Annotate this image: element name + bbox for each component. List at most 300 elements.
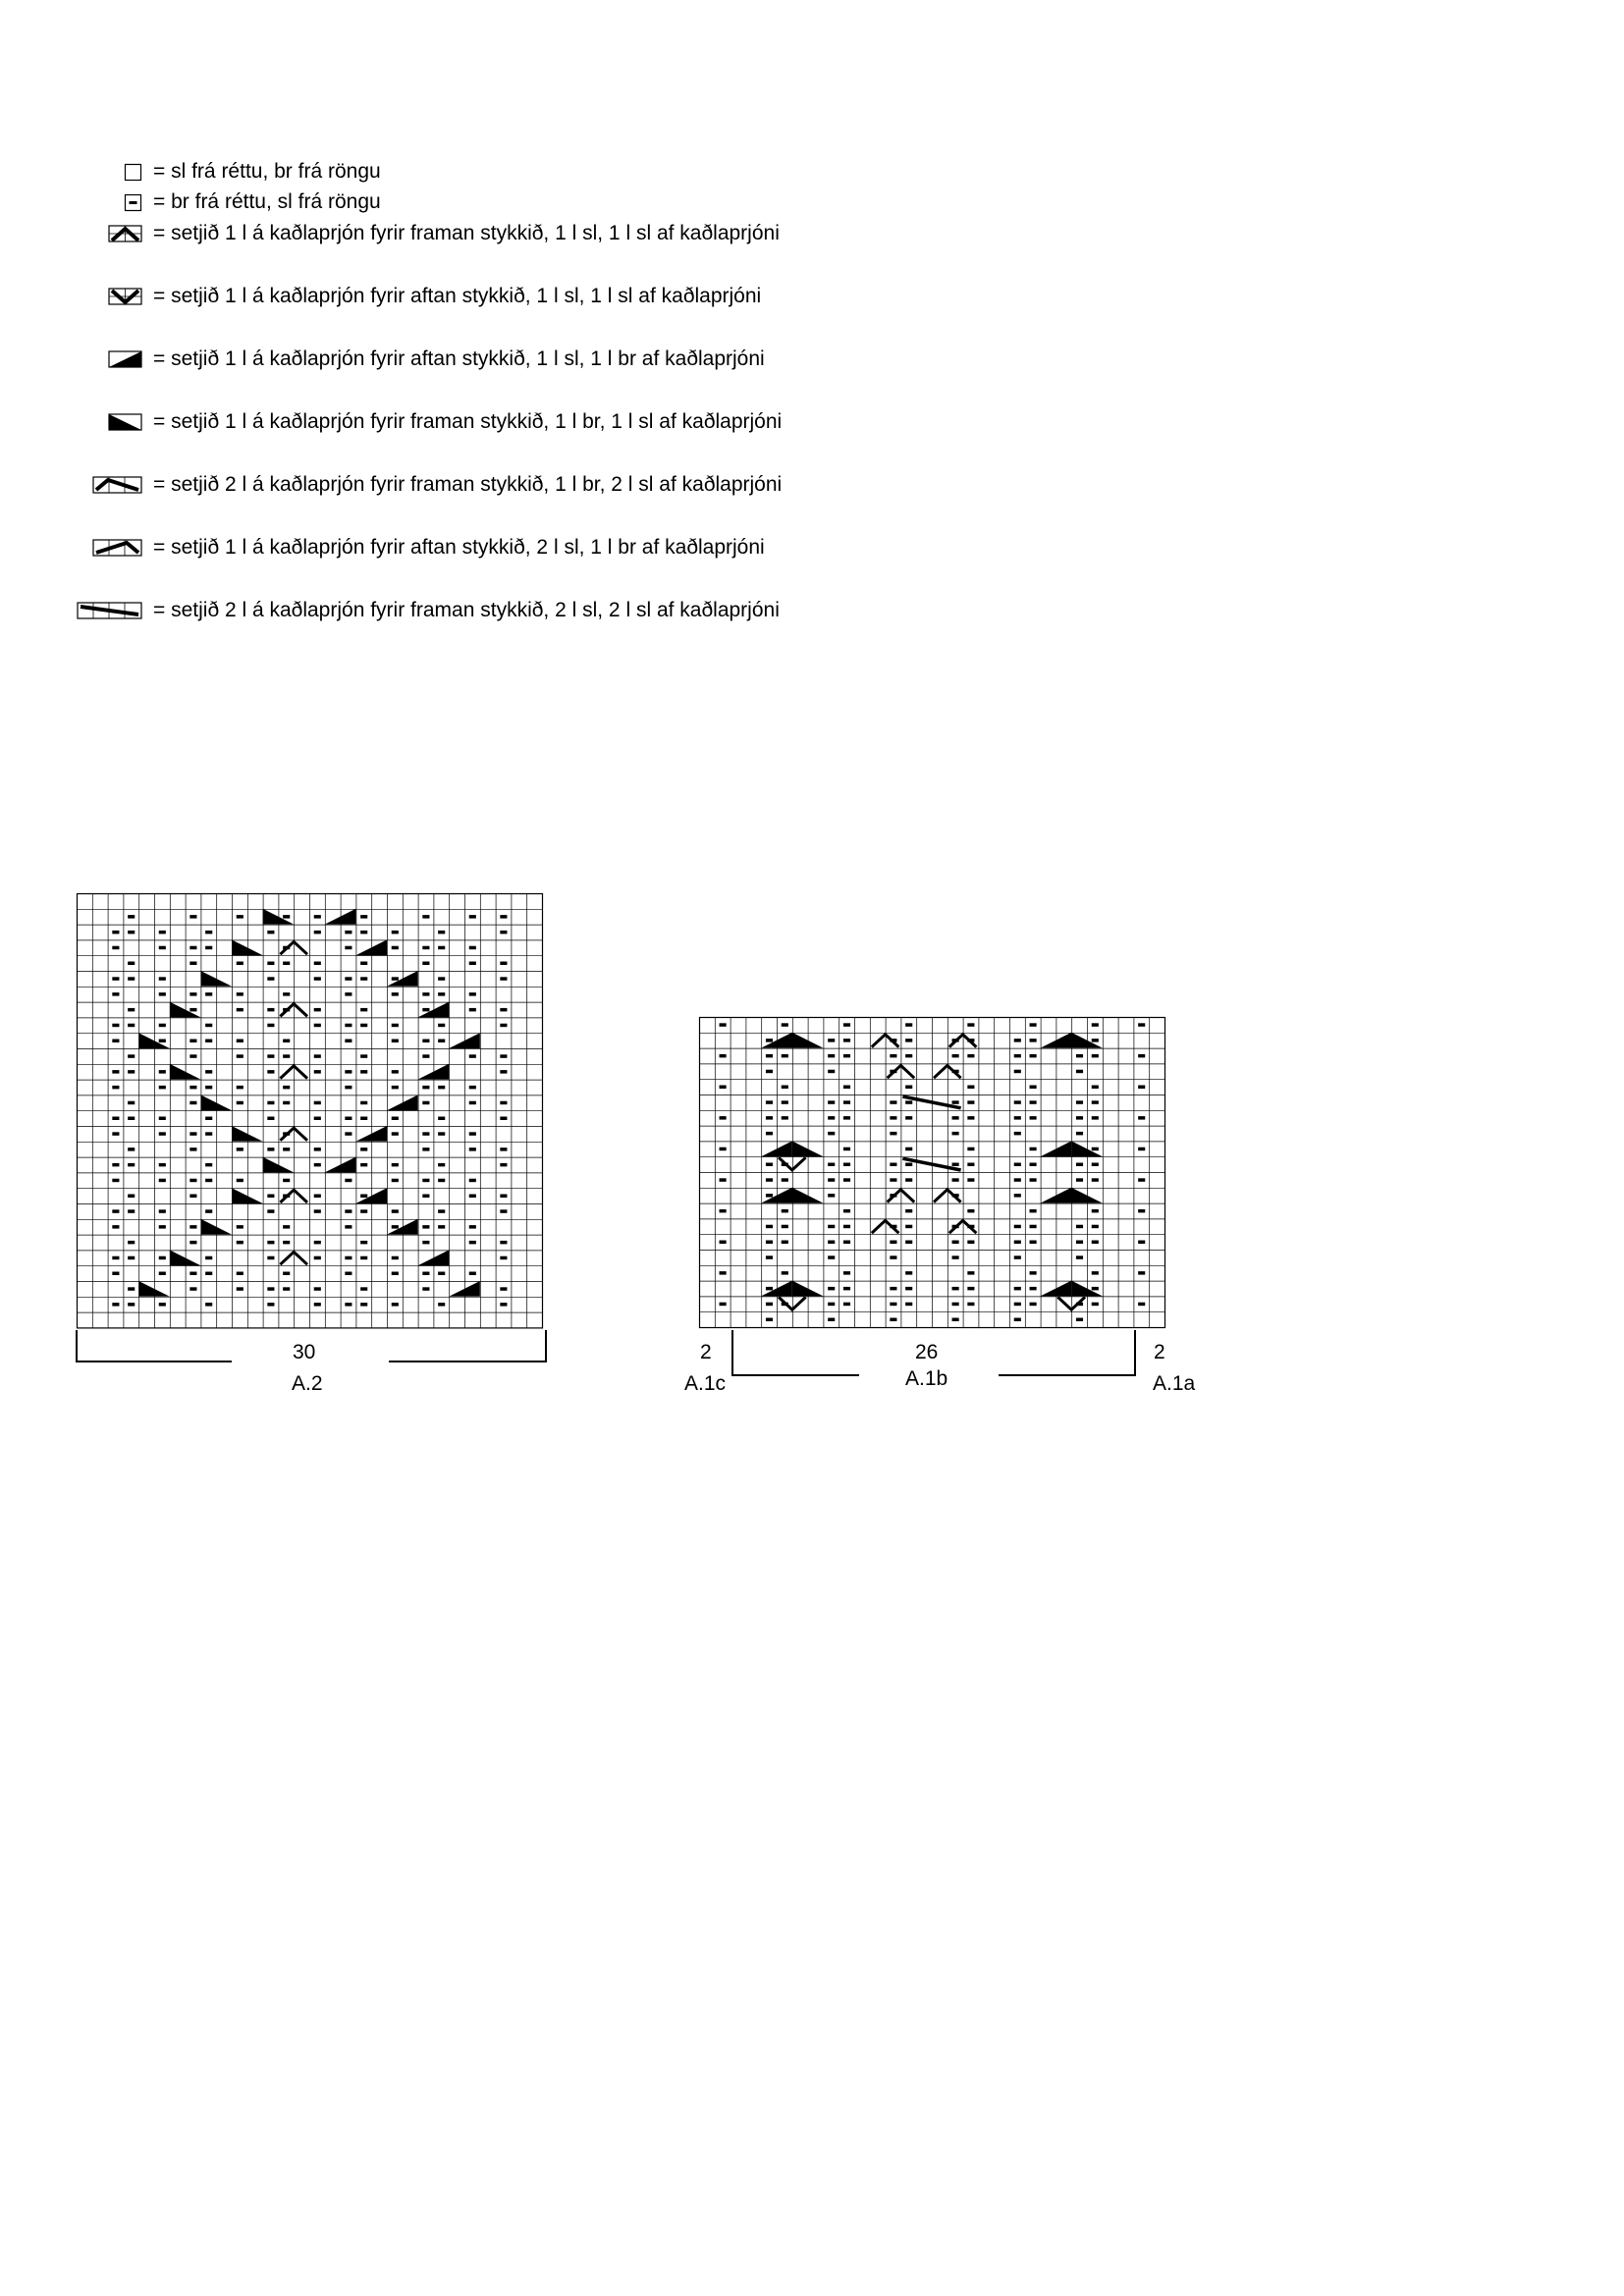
purl-mark <box>967 1116 974 1119</box>
legend-row <box>0 596 982 625</box>
purl-mark <box>159 1272 166 1275</box>
purl-mark <box>782 1209 788 1212</box>
purl-mark <box>843 1023 850 1026</box>
purl-mark <box>267 977 274 980</box>
chart-a1a-count: 2 <box>1154 1341 1165 1363</box>
purl-mark <box>438 992 445 995</box>
purl-mark <box>189 946 196 949</box>
legend-row <box>0 470 982 500</box>
purl-mark <box>469 946 476 949</box>
legend-row <box>0 345 982 374</box>
purl-mark <box>267 1195 274 1198</box>
purl-mark <box>392 1225 399 1228</box>
purl-mark <box>1092 1039 1099 1041</box>
purl-mark <box>360 1117 367 1120</box>
purl-mark <box>828 1039 835 1041</box>
purl-mark <box>205 1303 212 1306</box>
purl-mark <box>237 1008 244 1011</box>
purl-mark <box>159 1179 166 1182</box>
purl-mark <box>438 1272 445 1275</box>
purl-mark <box>360 915 367 918</box>
purl-mark <box>500 1101 507 1104</box>
purl-mark <box>1030 1148 1037 1150</box>
purl-mark <box>237 1086 244 1089</box>
purl-mark <box>720 1023 727 1026</box>
purl-mark <box>1138 1178 1145 1181</box>
purl-mark <box>952 1241 959 1244</box>
cable-2-1-front-icon <box>92 472 143 498</box>
legend-text: = setjið 2 l á kaðlaprjón fyrir framan stykkið, 1 l br, 2 l sl af kaðlaprjóni <box>153 473 783 496</box>
purl-mark <box>205 1209 212 1212</box>
purl-mark <box>237 1040 244 1042</box>
purl-mark <box>267 1070 274 1073</box>
purl-mark <box>112 1086 119 1089</box>
purl-mark <box>766 1241 773 1244</box>
purl-mark <box>392 1040 399 1042</box>
purl-mark <box>1138 1086 1145 1089</box>
purl-mark <box>1076 1070 1083 1073</box>
purl-mark <box>1092 1287 1099 1290</box>
legend-row <box>0 533 982 562</box>
purl-mark <box>283 1241 290 1244</box>
legend-text: = setjið 1 l á kaðlaprjón fyrir aftan stykkið, 2 l sl, 1 l br af kaðlaprjóni <box>153 536 765 559</box>
purl-mark <box>1092 1241 1099 1244</box>
purl-mark <box>314 915 321 918</box>
purl-mark <box>128 931 135 934</box>
purl-mark <box>828 1194 835 1197</box>
purl-mark <box>267 931 274 934</box>
purl-mark <box>766 1039 773 1041</box>
purl-mark <box>1014 1163 1021 1166</box>
purl-mark <box>112 1303 119 1306</box>
legend-text: = setjið 1 l á kaðlaprjón fyrir framan stykkið, 1 l sl, 1 l sl af kaðlaprjóni <box>153 222 780 244</box>
purl-mark <box>283 1287 290 1290</box>
cable-back-knit-icon <box>108 284 143 309</box>
purl-mark <box>843 1054 850 1057</box>
purl-mark <box>1076 1100 1083 1103</box>
purl-mark <box>189 962 196 965</box>
purl-mark <box>843 1209 850 1212</box>
purl-mark <box>267 1101 274 1104</box>
purl-mark <box>345 1086 352 1089</box>
purl-mark <box>500 1195 507 1198</box>
purl-mark <box>283 1040 290 1042</box>
purl-mark <box>720 1241 727 1244</box>
purl-mark <box>500 915 507 918</box>
purl-mark <box>205 1179 212 1182</box>
purl-mark <box>314 1117 321 1120</box>
purl-mark <box>345 931 352 934</box>
legend-text: = setjið 1 l á kaðlaprjón fyrir aftan stykkið, 1 l sl, 1 l br af kaðlaprjóni <box>153 347 765 370</box>
purl-mark <box>360 1163 367 1166</box>
purl-mark <box>422 1101 429 1104</box>
purl-mark <box>766 1287 773 1290</box>
purl-mark <box>1138 1241 1145 1244</box>
purl-mark <box>843 1287 850 1290</box>
purl-mark <box>782 1116 788 1119</box>
purl-mark <box>422 1148 429 1150</box>
purl-mark <box>890 1178 896 1181</box>
purl-mark <box>1014 1318 1021 1321</box>
purl-mark <box>843 1086 850 1089</box>
purl-mark <box>952 1178 959 1181</box>
purl-mark <box>392 1132 399 1135</box>
purl-mark <box>469 1086 476 1089</box>
symbol-legend <box>0 0 982 638</box>
purl-mark <box>314 1209 321 1212</box>
purl-mark <box>905 1039 912 1041</box>
purl-mark <box>766 1132 773 1135</box>
purl-mark <box>952 1318 959 1321</box>
purl-mark <box>283 1272 290 1275</box>
purl-mark <box>828 1132 835 1135</box>
purl-mark <box>1030 1100 1037 1103</box>
purl-mark <box>205 1132 212 1135</box>
purl-mark <box>267 1241 274 1244</box>
purl-mark <box>469 1272 476 1275</box>
purl-mark <box>1014 1287 1021 1290</box>
purl-mark <box>112 1117 119 1120</box>
purl-mark <box>128 1008 135 1011</box>
purl-mark <box>469 1195 476 1198</box>
purl-mark <box>1076 1178 1083 1181</box>
purl-mark <box>112 1024 119 1027</box>
purl-mark <box>720 1116 727 1119</box>
purl-mark <box>159 1024 166 1027</box>
purl-mark <box>360 1070 367 1073</box>
purl-mark <box>267 1008 274 1011</box>
purl-mark <box>1014 1054 1021 1057</box>
purl-mark <box>1030 1086 1037 1089</box>
purl-mark <box>205 1117 212 1120</box>
purl-mark <box>720 1178 727 1181</box>
purl-mark <box>360 1303 367 1306</box>
purl-mark <box>1092 1209 1099 1212</box>
purl-mark <box>267 1117 274 1120</box>
purl-mark <box>1076 1116 1083 1119</box>
purl-mark <box>314 962 321 965</box>
purl-mark <box>360 1241 367 1244</box>
purl-mark <box>128 1163 135 1166</box>
purl-mark <box>360 1195 367 1198</box>
purl-mark <box>392 946 399 949</box>
purl-mark <box>905 1116 912 1119</box>
purl-mark <box>314 1054 321 1057</box>
purl-mark <box>237 962 244 965</box>
purl-mark <box>890 1318 896 1321</box>
purl-mark <box>422 1086 429 1089</box>
purl-mark <box>128 977 135 980</box>
purl-mark <box>360 1054 367 1057</box>
purl-mark <box>112 1272 119 1275</box>
purl-mark <box>314 1303 321 1306</box>
purl-mark <box>828 1054 835 1057</box>
purl-mark <box>159 1225 166 1228</box>
purl-mark <box>1138 1148 1145 1150</box>
purl-mark <box>967 1209 974 1212</box>
purl-mark <box>267 1209 274 1212</box>
purl-mark <box>1030 1054 1037 1057</box>
legend-text: = setjið 1 l á kaðlaprjón fyrir aftan stykkið, 1 l sl, 1 l sl af kaðlaprjóni <box>153 285 762 307</box>
purl-mark <box>189 1086 196 1089</box>
purl-mark <box>1138 1054 1145 1057</box>
purl-mark <box>267 1287 274 1290</box>
purl-mark <box>500 962 507 965</box>
purl-mark <box>438 1024 445 1027</box>
purl-mark <box>189 1225 196 1228</box>
purl-mark <box>159 1040 166 1042</box>
purl-mark <box>766 1163 773 1166</box>
purl-mark <box>843 1271 850 1274</box>
purl-mark <box>1030 1163 1037 1166</box>
purl-mark <box>890 1100 896 1103</box>
purl-mark <box>112 1132 119 1135</box>
purl-mark <box>112 1209 119 1212</box>
purl-mark <box>237 1148 244 1150</box>
purl-mark <box>189 1272 196 1275</box>
purl-mark <box>843 1303 850 1306</box>
purl-mark <box>159 992 166 995</box>
purl-mark <box>422 992 429 995</box>
purl-mark <box>189 992 196 995</box>
purl-mark <box>438 946 445 949</box>
purl-mark <box>500 977 507 980</box>
purl-mark <box>422 1241 429 1244</box>
purl-mark <box>500 1024 507 1027</box>
purl-mark <box>189 1054 196 1057</box>
purl-mark <box>1092 1023 1099 1026</box>
purl-mark <box>1014 1303 1021 1306</box>
purl-mark <box>500 1163 507 1166</box>
purl-mark <box>422 1040 429 1042</box>
purl-mark <box>1014 1116 1021 1119</box>
purl-mark <box>905 1271 912 1274</box>
purl-mark <box>967 1303 974 1306</box>
purl-mark <box>1030 1303 1037 1306</box>
purl-mark <box>720 1148 727 1150</box>
purl-mark <box>500 931 507 934</box>
purl-mark <box>905 1241 912 1244</box>
purl-mark <box>438 931 445 934</box>
purl-mark <box>360 1024 367 1027</box>
purl-mark <box>766 1255 773 1258</box>
purl-mark <box>500 1008 507 1011</box>
purl-mark <box>843 1100 850 1103</box>
purl-mark <box>1092 1178 1099 1181</box>
purl-mark <box>360 1008 367 1011</box>
purl-mark <box>782 1086 788 1089</box>
purl-mark <box>905 1209 912 1212</box>
purl-mark <box>392 1163 399 1166</box>
purl-mark <box>283 1179 290 1182</box>
purl-mark <box>345 1225 352 1228</box>
purl-mark <box>112 1163 119 1166</box>
purl-mark <box>189 915 196 918</box>
purl-mark <box>782 1023 788 1026</box>
purl-mark <box>189 1148 196 1150</box>
legend-text: = setjið 1 l á kaðlaprjón fyrir framan stykkið, 1 l br, 1 l sl af kaðlaprjóni <box>153 410 783 433</box>
purl-mark <box>112 1256 119 1259</box>
purl-mark <box>159 1132 166 1135</box>
purl-mark <box>1092 1271 1099 1274</box>
purl-mark <box>283 1101 290 1104</box>
purl-mark <box>189 1195 196 1198</box>
purl-mark <box>314 1195 321 1198</box>
purl-mark <box>843 1225 850 1228</box>
purl-mark <box>128 1195 135 1198</box>
purl-mark <box>1092 1148 1099 1150</box>
purl-mark <box>905 1100 912 1103</box>
purl-mark <box>1092 1054 1099 1057</box>
purl-mark <box>469 1054 476 1057</box>
purl-mark <box>205 1163 212 1166</box>
purl-mark <box>1014 1132 1021 1135</box>
chart-a1-grid <box>699 1017 1170 1331</box>
purl-mark <box>469 1241 476 1244</box>
purl-mark <box>392 1070 399 1073</box>
purl-mark <box>360 1287 367 1290</box>
purl-mark <box>205 946 212 949</box>
purl-mark <box>890 1116 896 1119</box>
legend-text: = sl frá réttu, br frá röngu <box>153 160 381 183</box>
legend-row <box>0 157 982 187</box>
purl-mark <box>438 1163 445 1166</box>
purl-mark <box>890 1163 896 1166</box>
purl-mark <box>422 1225 429 1228</box>
purl-mark <box>112 1179 119 1182</box>
purl-mark <box>438 1117 445 1120</box>
purl-mark <box>112 931 119 934</box>
purl-mark <box>438 1303 445 1306</box>
purl-mark <box>843 1163 850 1166</box>
purl-mark <box>345 1132 352 1135</box>
purl-mark <box>422 1179 429 1182</box>
purl-mark <box>1138 1209 1145 1212</box>
purl-mark <box>828 1100 835 1103</box>
purl-mark <box>782 1241 788 1244</box>
purl-mark <box>112 1070 119 1073</box>
chart-a2-width-label: 30 <box>293 1341 316 1363</box>
purl-mark <box>237 992 244 995</box>
purl-mark <box>890 1132 896 1135</box>
purl-mark <box>345 1040 352 1042</box>
purl-mark <box>1014 1194 1021 1197</box>
purl-mark <box>267 1256 274 1259</box>
purl-mark <box>314 1148 321 1150</box>
purl-mark <box>159 1163 166 1166</box>
purl-mark <box>890 1303 896 1306</box>
purl-mark <box>422 946 429 949</box>
purl-mark <box>128 1287 135 1290</box>
purl-mark <box>159 1070 166 1073</box>
purl-mark <box>967 1054 974 1057</box>
purl-mark <box>1014 1241 1021 1244</box>
purl-mark <box>905 1178 912 1181</box>
purl-mark <box>828 1163 835 1166</box>
purl-mark <box>189 1040 196 1042</box>
purl-mark <box>205 1024 212 1027</box>
purl-mark <box>237 915 244 918</box>
purl-mark <box>843 1178 850 1181</box>
purl-mark <box>345 1209 352 1212</box>
purl-mark <box>720 1054 727 1057</box>
purl-mark <box>283 1225 290 1228</box>
purl-mark <box>267 1054 274 1057</box>
purl-dash-icon <box>124 189 143 215</box>
purl-mark <box>112 1225 119 1228</box>
purl-mark <box>952 1132 959 1135</box>
purl-mark <box>1092 1100 1099 1103</box>
purl-mark <box>392 1303 399 1306</box>
purl-mark <box>392 931 399 934</box>
purl-mark <box>500 1209 507 1212</box>
purl-mark <box>1030 1116 1037 1119</box>
purl-mark <box>159 977 166 980</box>
legend-row <box>0 282 982 311</box>
purl-mark <box>360 931 367 934</box>
chart-a1c-count: 2 <box>700 1341 712 1363</box>
purl-mark <box>283 992 290 995</box>
purl-mark <box>267 1024 274 1027</box>
purl-mark <box>345 1070 352 1073</box>
purl-mark <box>159 1303 166 1306</box>
purl-mark <box>314 1070 321 1073</box>
purl-mark <box>967 1271 974 1274</box>
purl-mark <box>1030 1023 1037 1026</box>
purl-mark <box>828 1287 835 1290</box>
purl-mark <box>360 977 367 980</box>
purl-mark <box>967 1287 974 1290</box>
purl-mark <box>314 931 321 934</box>
purl-mark <box>345 1117 352 1120</box>
purl-mark <box>345 1272 352 1275</box>
purl-mark <box>267 1303 274 1306</box>
purl-mark <box>952 1303 959 1306</box>
purl-mark <box>438 1179 445 1182</box>
purl-mark <box>360 962 367 965</box>
purl-mark <box>422 1054 429 1057</box>
purl-mark <box>360 1209 367 1212</box>
purl-mark <box>469 1179 476 1182</box>
purl-mark <box>237 1241 244 1244</box>
purl-mark <box>345 1024 352 1027</box>
right-purl-cross-icon <box>108 347 143 372</box>
legend-row <box>0 407 982 437</box>
purl-mark <box>392 1256 399 1259</box>
purl-mark <box>205 1070 212 1073</box>
purl-mark <box>967 1178 974 1181</box>
purl-mark <box>422 915 429 918</box>
purl-mark <box>237 1225 244 1228</box>
purl-mark <box>1138 1271 1145 1274</box>
purl-mark <box>500 1070 507 1073</box>
purl-mark <box>422 1008 429 1011</box>
purl-mark <box>1138 1116 1145 1119</box>
purl-mark <box>283 1054 290 1057</box>
purl-mark <box>1076 1054 1083 1057</box>
purl-mark <box>843 1116 850 1119</box>
purl-mark <box>128 1303 135 1306</box>
legend-row <box>0 187 982 217</box>
purl-mark <box>205 1256 212 1259</box>
purl-mark <box>828 1241 835 1244</box>
purl-mark <box>438 1132 445 1135</box>
purl-mark <box>500 1148 507 1150</box>
purl-mark <box>500 1241 507 1244</box>
purl-mark <box>1092 1086 1099 1089</box>
purl-mark <box>345 1303 352 1306</box>
purl-mark <box>237 1287 244 1290</box>
